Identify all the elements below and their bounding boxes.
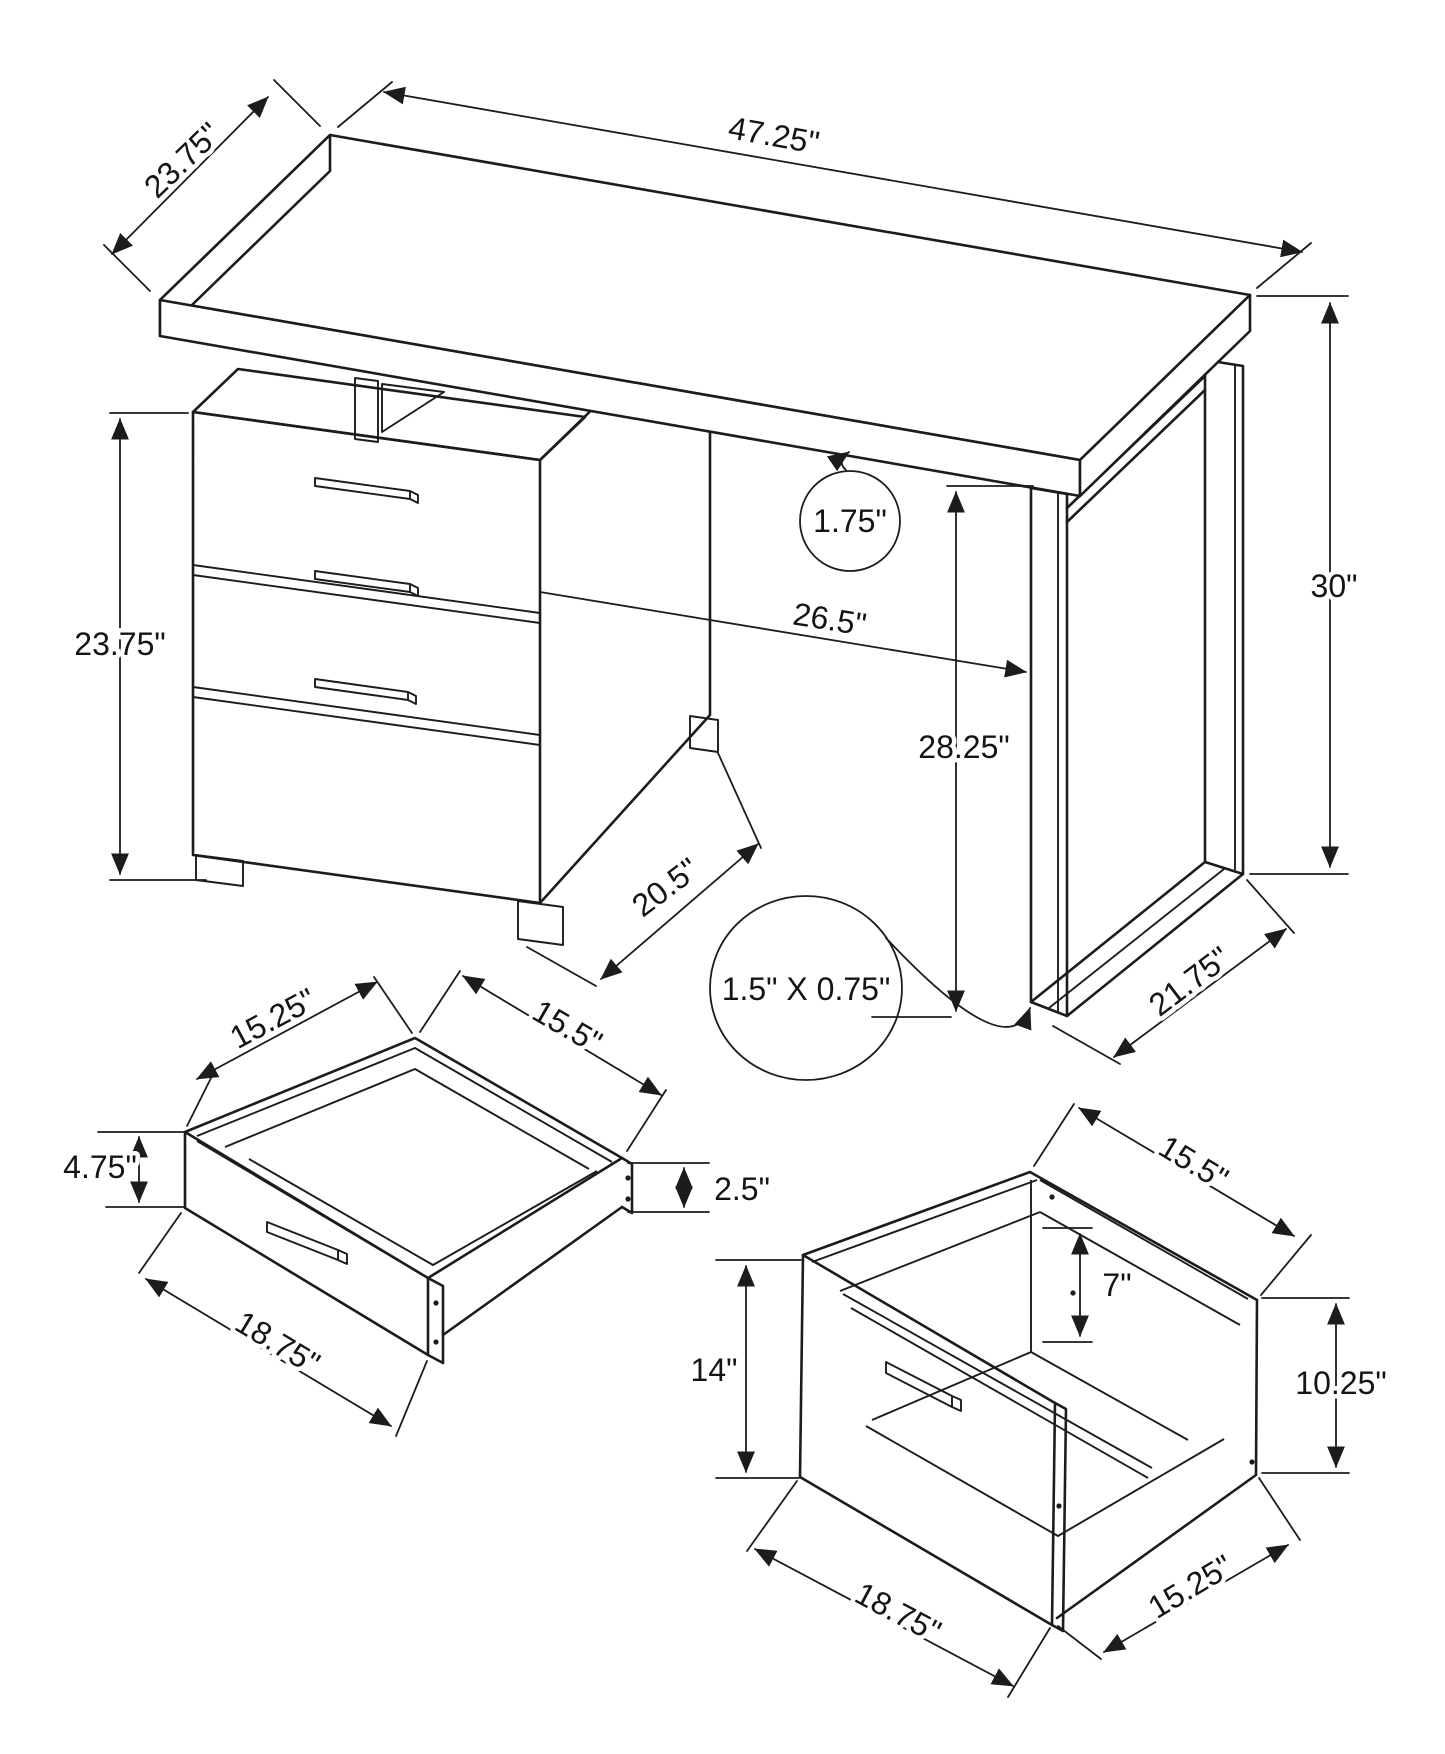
dim-pedestal-depth-label: 20.5" xyxy=(625,850,706,924)
dim-leg-base-depth xyxy=(1053,880,1294,1064)
drawer-divider-lines xyxy=(193,565,540,745)
dim-drawer-file-front-height-label: 14" xyxy=(690,1352,738,1388)
dim-drawer-small-side-height-label: 2.5" xyxy=(714,1171,770,1207)
dim-knee-clearance-width-label: 26.5" xyxy=(790,595,869,643)
desktop xyxy=(160,135,1250,496)
dim-desk-top-depth-label: 23.75" xyxy=(136,115,228,205)
dim-pedestal-height-label: 23.75" xyxy=(74,626,166,662)
dim-drawer-file-bottom-width-label: 15.25" xyxy=(1141,1547,1239,1626)
dim-knee-clearance-height-label: 28.25" xyxy=(918,729,1010,765)
dim-pedestal-height xyxy=(74,413,206,880)
dim-drawer-small-side-height xyxy=(628,1163,770,1212)
dim-knee-clearance-height xyxy=(872,486,1033,1017)
dim-drawer-small-front-height-label: 4.75" xyxy=(63,1149,137,1185)
dim-drawer-file-inner-depth-label: 15.5" xyxy=(1152,1128,1235,1197)
dim-drawer-file-front-width-label: 18.75" xyxy=(849,1574,947,1650)
dim-knee-clearance-width xyxy=(540,592,1026,672)
dim-drawer-file-front-height xyxy=(691,1260,801,1478)
drawer-file xyxy=(800,1172,1257,1631)
dim-drawer-small-inner-width xyxy=(187,977,412,1126)
dim-drawer-small-inner-width-label: 15.25" xyxy=(224,980,322,1056)
dim-desk-height-label: 30" xyxy=(1310,568,1358,604)
drawer-handle xyxy=(267,1222,347,1264)
dim-drawer-file-rail-depth xyxy=(1043,1228,1132,1342)
drawer-handle xyxy=(315,478,418,503)
dim-drawer-file-side-height xyxy=(1262,1298,1387,1473)
dim-leg-profile xyxy=(710,896,1030,1080)
dim-desk-top-width-label: 47.25" xyxy=(725,109,823,161)
dim-leg-base-depth-label: 21.75" xyxy=(1142,939,1237,1024)
dim-drawer-small-front-width-label: 18.75" xyxy=(229,1303,327,1382)
dim-desk-height xyxy=(1250,296,1357,874)
dim-top-thickness xyxy=(800,452,900,571)
dim-drawer-file-front-width xyxy=(747,1481,1050,1697)
dim-drawer-file-rail-depth-label: 7" xyxy=(1102,1267,1132,1303)
dim-leg-profile-label: 1.5" X 0.75" xyxy=(721,971,891,1007)
dim-drawer-small-inner-depth-label: 15.5" xyxy=(526,992,609,1061)
dim-drawer-file-bottom-width xyxy=(1058,1478,1300,1659)
dim-top-thickness-label: 1.75" xyxy=(813,503,887,539)
dim-drawer-small-front-height xyxy=(63,1132,184,1207)
dim-drawer-file-side-height-label: 10.25" xyxy=(1295,1365,1387,1401)
dim-drawer-small-front-width xyxy=(139,1213,427,1436)
drawer-handle xyxy=(315,679,416,704)
